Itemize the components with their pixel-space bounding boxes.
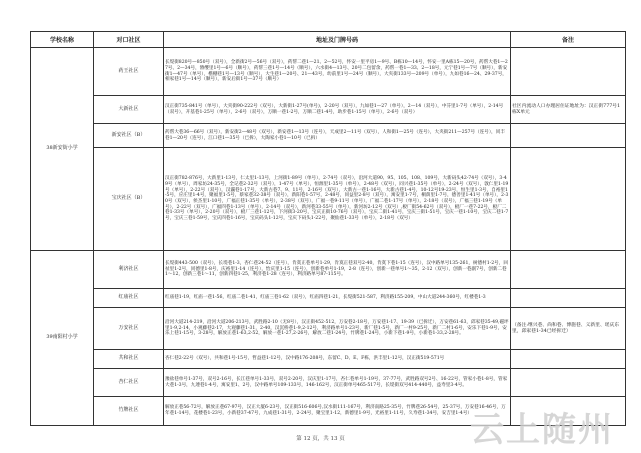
address-cell: 红庙巷1-19，红庙一巷1-56，红庙二巷1-41，红庙三巷1-62（双号），红庙四巷1-21，长堤街521-587，利济路155-209，中山大道244-360号，红楼巷1-3 xyxy=(164,289,511,308)
table-row xyxy=(31,289,626,308)
table-row xyxy=(31,96,626,124)
table-row xyxy=(31,350,626,369)
school-name: 39南阳村小学 xyxy=(31,251,94,426)
note-cell: （备注:继兴巷、尚和巷、博施巷、义新里、瑶庆东里，邱家巷1-34已经拆迁） xyxy=(511,308,626,350)
note-cell xyxy=(511,148,626,251)
community-name: 杏仁社区 xyxy=(94,369,164,397)
address-cell: 杏仁巷2-22号（双号），共和巷1号-15号，哲益巷1-12号，汉中路176-208号，东留C、D、E、F栋，洪丰里1-12号，汉正街519-571号 xyxy=(164,350,511,369)
table-row xyxy=(31,369,626,397)
note-cell xyxy=(511,350,626,369)
community-name: 竹牌社区 xyxy=(94,397,164,426)
community-name: 利济社区 xyxy=(94,251,164,289)
note-cell xyxy=(511,124,626,148)
address-cell: 解放正巷56-72号，解放正巷67-97号，汉正大厦6-23号，汉正街516-606号,汉水街111-167号，利济南路25-35号，竹牌巷26-54号，25-37号，万安巷16-46号，万年巷1-14号，花楼巷1-23号，小新巷37-47号，九成巷1-31号，2-24号，聚宝里1-12，新德里1-9号，光裕里1-11号，久寿巷1-34号，安吉里1-4号） xyxy=(164,397,511,426)
note-cell xyxy=(511,369,626,397)
community-name: 新安社区（B） xyxy=(94,124,164,148)
table-header-row xyxy=(31,32,626,48)
address-cell: 汉正街782-876号，大新里1-13号，仁太里1-13号，上河街1-89号（单号），2-74号（双号），沿河大道90、95、105、108、109号，大新码头42-74号（双号），3-49号（单号），周家坊24-35号，全记巷2-32号（双号），1-47号（单号），恒源里1-35号（单号），2-48号（双号），同兴巷1-35号（单号），2-24号（双号），敦仁里1-19号（单号），2-22号（双号），汉瀛巷1-17号，大新古巷7、9、11号，2-16号（双号），大新古一巷1-16号，大新古巷1-4号，10-12号19-23号，恒生里1-3号，自裕里1-5号，应庄里1-4号，聚福里1-5号，蔡家巷32-38号（双号），新阳巷1-57号，2-48号，同益里2-8号（双号），寓安里1-7号，桐荫里1-7号，德善里1-41号（单号），2-30号（双号），侯杰里1-10号，广福正巷1-35号（单号），2-38号（双号），广福一巷9-11号（单号），广福二巷1-17号（单号），2-18号（双号），广福三巷1-19号（单号），2-22号（双号），广福四巷1-13号（单号），2-14号（双号），新河巷33-55号（单号），新河坊2-12号（双号）,板厂街54-62号（双号），板厂一巷7-22号，板厂二巷1-33号（单号），2-20号（双号），板厂三巷1-12号，下河街3-20号，宝庆正街10-76号（双号），宝庆二街1-41号，宝庆三街1-51号，宝庆一巷1-10号，宝庆二巷1-7号，宝庆三巷1-59号，宝庆四巷1-16号，宝庆码头1-12号，宝庆下码头1-22号，聚仙巷1-33号（单号），2-18号（双号） xyxy=(164,148,511,251)
note-cell xyxy=(511,48,626,96)
community-name: 大新社区 xyxy=(94,96,164,124)
header-address: 地址及门牌号码 xyxy=(164,32,511,48)
address-cell: 沿河大道214-219，沿河大道206-213号，武胜路2-10（无8号），汉正街452-512，万安巷2-18号，万安巷1-17、19-39（已拆迁），万安巷61-63，邱家巷35-49,磁坪里1-9,2-14，小观藤巷2-17，大观藤巷1-31，2-40，汉沉桥巷1-9,2-12号，利济路单号1-23号，新厂巷1-5号，新厂一村9-25号，新厂二村1-6号，安乐下巷1-9号，安乐上巷1-15号，3-28号，解放正巷1-63,2-52，解放一巷1-27,2-26号，解放二巷1-24号，竹牌巷1-24号，小新下巷1-9号，小新巷1-33,2-28号。 xyxy=(164,308,511,350)
table-row xyxy=(31,148,626,251)
table-row xyxy=(31,308,626,350)
note-cell xyxy=(511,289,626,308)
community-name: 万安社区 xyxy=(94,308,164,350)
community-name: 药王社区 xyxy=(94,48,164,96)
school-district-table xyxy=(30,31,626,426)
note-cell xyxy=(511,251,626,289)
note-cell: 社区内流动人口办理居住证地址为：汉正街777号1栋X单元 xyxy=(511,96,626,124)
address-cell: 长堤街820号—850号（双号），全新街2号—56号（双号），药帮二巷1—21、2—52号，怀安一里平房1—9号、B栋10—14号，怀安一里A栋15—20号，药帮大巷1—27号、2—34号，簪缨里1号—6号（顺号），药帮三巷1号—14号（顺号），六水街4—13号、20号二包留余，药帮一巷1—33、2—18号，元宁巷1号—7号（顺号），新安街1—47号（单号），樵棚巷1号—13号（顺号），大生巷1—20号、21—43号，幼前里1号—24号（顺号），大夹街133号—209号（单号），九如巷16—24、29-37号，相家巷1号—14号（顺号），新安后街1号—37号（顺号） xyxy=(164,48,511,96)
community-name: 红庙社区 xyxy=(94,289,164,308)
school-name: 38新安街小学 xyxy=(31,48,94,251)
table-row xyxy=(31,48,626,96)
community-name: 共和社区 xyxy=(94,350,164,369)
community-name: 宝庆社区（B） xyxy=(94,148,164,251)
header-school: 学校名称 xyxy=(31,32,94,48)
watermark-logo: 云上随州 xyxy=(470,410,614,450)
table-row xyxy=(31,251,626,289)
table-row xyxy=(31,124,626,148)
header-note: 备注 xyxy=(511,32,626,48)
page-number: 第 12 页，共 13 页 xyxy=(296,436,345,442)
address-cell: 豫盐巷单号1-37号，双号2-16号，长江巷单号1-33号，双号2-20号，汉庆里1-17号，杏仁巷单号1-19号，37-77号，武胜路双号2号、16-22号，管家小巷1-8号，管家大巷1-3号，九連巷1-4号，寓安里1、2号，汉中路单号109-133号，146-162号，汉正街单号465-517号，长堤街双号414-440号，益寿里3-4号。 xyxy=(164,369,511,397)
header-community: 对口社区 xyxy=(94,32,164,48)
address-cell: 长堤街443-500（双号），长堤巷1-3，杏仁巷24-52（连号），肯寞正巷单号1-29，肯寞正巷双号2-40，肯寞下巷1-15（连号），汉中路单号135-261，树德村1-2号，回祉里1-2号，同德里1-8号，庆裕里1-14（连号），怡庆里1-15（连号），创新巷单号1-19，2-8（连号），创新一巷单号1～35，2-12（双号），创新一巷副7号，创新二巷1～12，创新三巷1～11，创新四巷1-25，利济巷1-28（连号），利济路单号87-115号。 xyxy=(164,251,511,289)
address-cell: 药帮大巷36—66号（双号），新安街2—48号（双号），新安巷1—13号（连号），天成里2—11号（双号），人和街1—25号（连号），大夹街211—257号（连号），同丰巷1—20号（连号），江口巷1—35号（已拆），大陶家小巷1—10号（已拆） xyxy=(164,124,511,148)
address-cell: 汉正街735-841号（单号），大夹街90-222号（双号），大新街1-27号(单号)，2-20号（双号），九如巷1—27（单号），2—14（双号），中芬里1-7号（单号），2-14号（双号），开基巷1-25号（单号），2-6号（双号），万顺一巷1-2号，万顺二巷1-4号，助步巷1-15号（单号），2-6号（双号） xyxy=(164,96,511,124)
